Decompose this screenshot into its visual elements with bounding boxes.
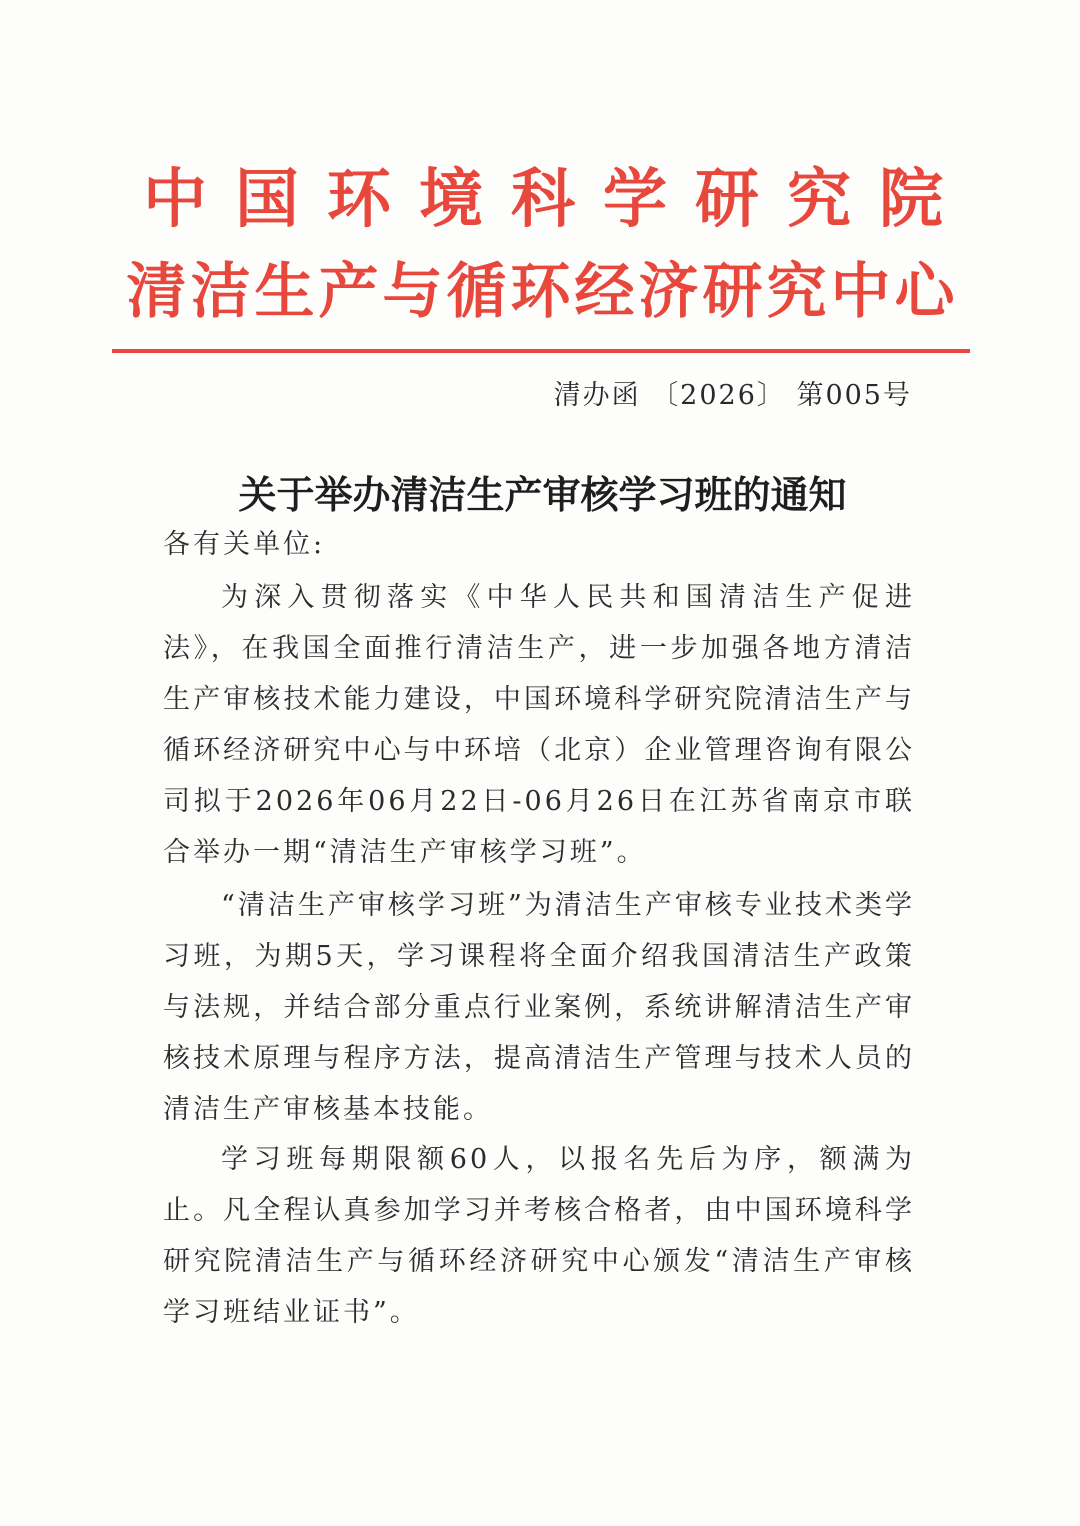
letterhead-center-name: 清洁生产与循环经济研究中心 (126, 257, 959, 327)
body-paragraph-3: 学习班每期限额60人，以报名先后为序，额满为止。凡全程认真参加学习并考核合格者，由中国环境科学研究院清洁生产与循环经济研究中心颁发“清洁生产审核学习班结业证书”。 (163, 1144, 915, 1328)
body-paragraph-2: “清洁生产审核学习班”为清洁生产审核专业技术类学习班，为期5天，学习课程将全面介绍我国清洁生产政策与法规，并结合部分重点行业案例，系统讲解清洁生产审核技术原理与程序方法，提高清洁生产管理与技术人员的清洁生产审核基本技能。 (163, 890, 915, 1125)
letterhead-divider (112, 349, 970, 353)
document-title: 关于举办清洁生产审核学习班的通知 (238, 472, 847, 517)
letterhead-institute-name: 中国环境科学研究院 (143, 162, 971, 237)
body-paragraph-1: 为深入贯彻落实《中华人民共和国清洁生产促进法》，在我国全面推行清洁生产，进一步加强各地方清洁生产审核技术能力建设，中国环境科学研究院清洁生产与循环经济研究中心与中环培（北京）企业管理咨询有限公司拟于2026年06月22日-06月26日在江苏省南京市联合举办一期“清洁生产审核学习班”。 (163, 582, 915, 868)
document-number: 清办函 〔2026〕 第005号 (553, 380, 912, 411)
salutation: 各有关单位: (163, 529, 326, 560)
